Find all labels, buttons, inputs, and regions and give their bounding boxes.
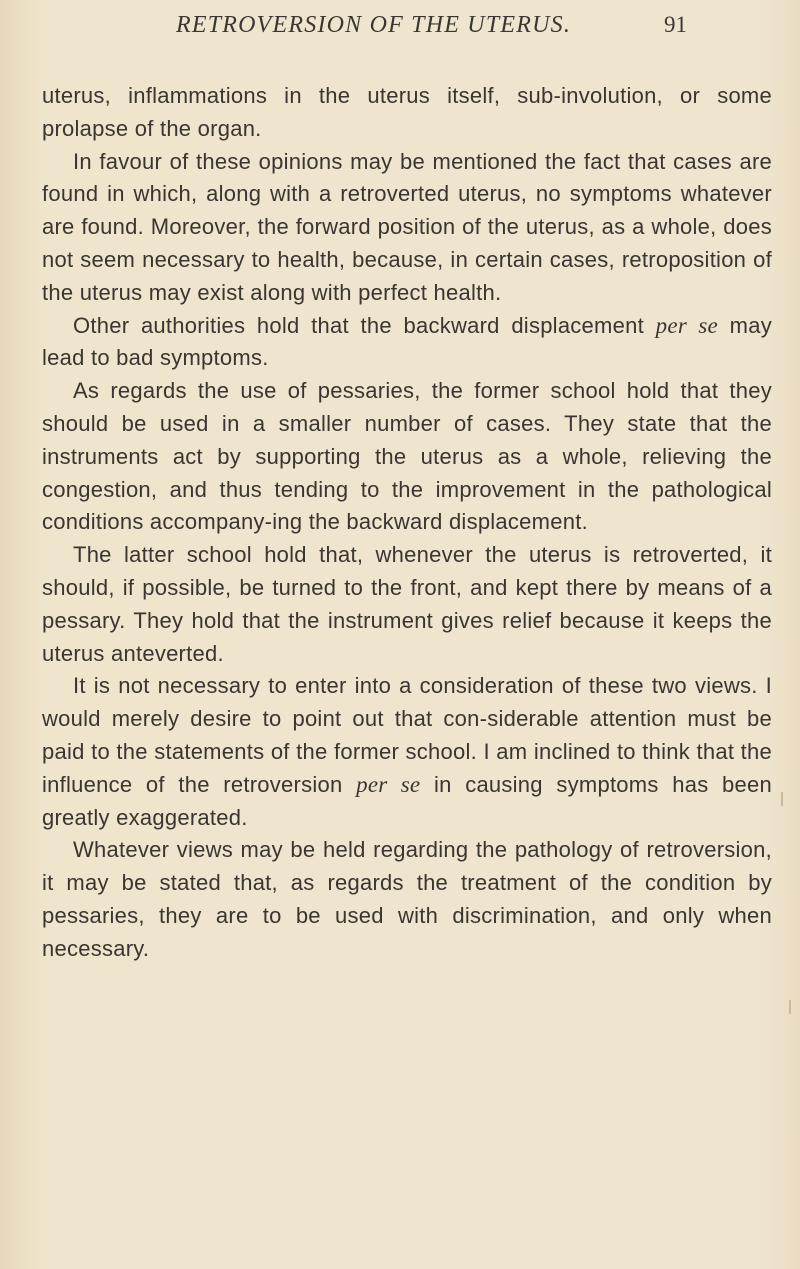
paragraph-4 [42,375,772,539]
paragraph-1 [42,80,772,146]
paragraph-3 [42,310,772,376]
paragraph-text: In favour of these opinions may be mentioned the fact that cases are found in which, along with a retroverted uterus, no symptoms whatever are found. Moreover, the forward position of the uterus, as a whole, does not seem necessary to health, because, in certain cases, retroposition of the uterus may exist along with perfect health. [42,148,772,305]
paragraph-text: The latter school hold that, whenever the uterus is retroverted, it should, if possible, be turned to the front, and kept there by means of a pessary. They hold that the instrument gives relief because it keeps the uterus anteverted. [42,542,772,666]
paragraph-text: Other authorities hold that the backward displacement [73,312,656,338]
page-number: 91 [664,12,687,37]
italic-phrase: per se [356,771,421,797]
paper-speck [789,1000,791,1014]
paragraph-text: It is not necessary to enter into a consideration of these two views. I would merely desire to point out that con-siderable attention must be paid to the statements of the former school. I am inclined to think that the influence of the retroversion [42,673,772,797]
body-text [42,80,772,966]
paper-speck [781,792,783,806]
paragraph-5 [42,539,772,670]
paragraph-text: Whatever views may be held regarding the pathology of retroversion, it may be stated that, as regards the treatment of the condition by pessaries, they are to be used with discrimination, and only when necessary. [42,837,772,961]
running-title: RETROVERSION OF THE UTERUS. [176,12,572,38]
page-header [0,12,800,48]
paragraph-6 [42,670,772,834]
paragraph-text: As regards the use of pessaries, the former school hold that they should be used in a smaller number of cases. They state that the instruments act by supporting the uterus as a whole, relieving the congestion, and thus tending to the improvement in the pathological conditions accompany-ing the backward displacement. [42,378,772,535]
paragraph-7 [42,834,772,965]
paragraph-text: uterus, inflammations in the uterus itself, sub-involution, or some prolapse of the organ. [42,83,772,141]
paragraph-2 [42,146,772,310]
paragraph-text: may lead to bad symptoms. [42,312,772,371]
paragraph-text: in causing symptoms has been greatly exaggerated. [42,771,772,830]
italic-phrase: per se [655,312,719,338]
